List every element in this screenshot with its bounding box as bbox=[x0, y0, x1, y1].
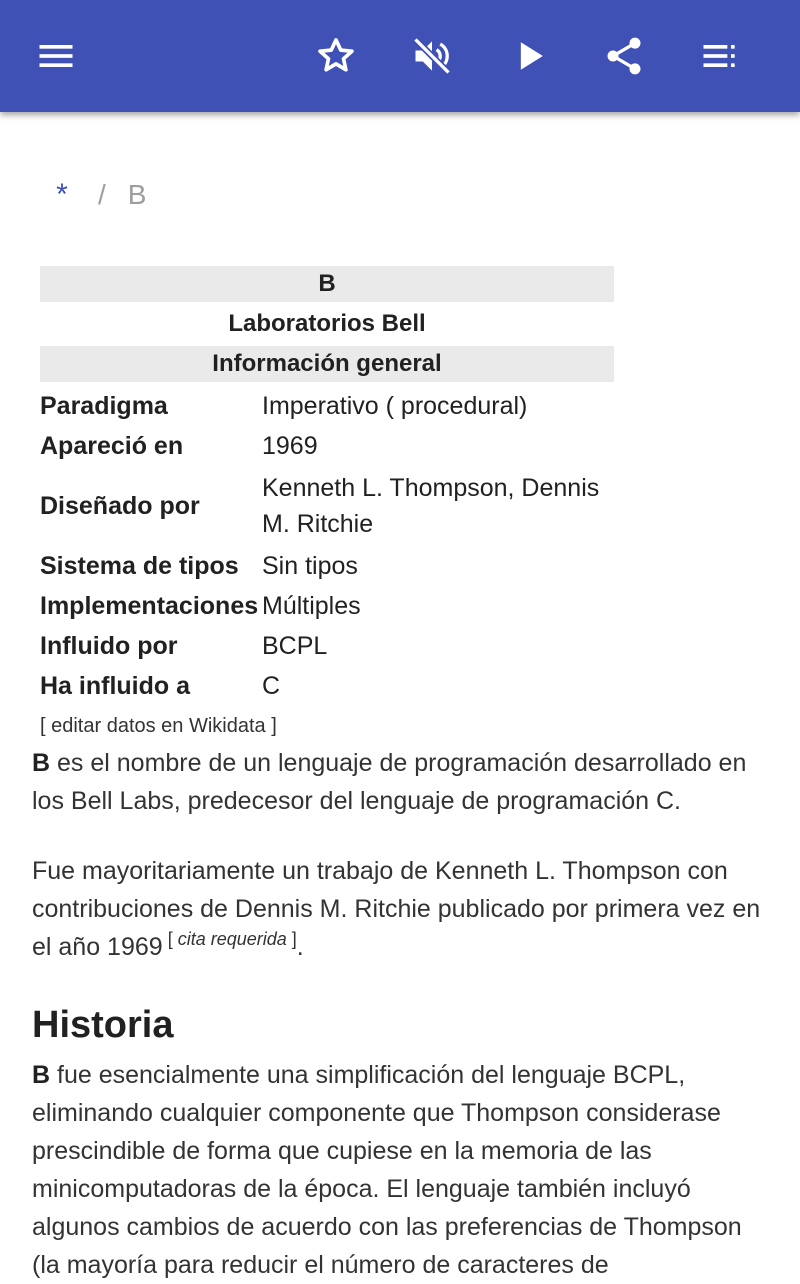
paragraph-text: fue esencialmente una simplificación del lenguaje BCPL, eliminando cualquier componente que Thompson considerase prescindible de forma que cupiese en la memoria de las minicomputadoras de la época. El lenguaje también incluyó algunos cambios de acuerdo con las preferencias de Thompson (la mayoría para reducir el número de caracteres de bbox=[32, 1061, 742, 1279]
citation-needed-link[interactable]: cita requerida bbox=[177, 929, 287, 949]
infobox-value: Sin tipos bbox=[262, 552, 358, 580]
menu-button[interactable] bbox=[28, 28, 84, 84]
infobox-value: Múltiples bbox=[262, 592, 361, 620]
infobox-key: Paradigma bbox=[40, 391, 168, 420]
infobox-key: Ha influido a bbox=[40, 671, 190, 700]
infobox-developer: Laboratorios Bell bbox=[228, 310, 426, 337]
infobox-value: C bbox=[262, 672, 281, 700]
breadcrumb-current: B bbox=[127, 179, 147, 210]
infobox-value: Kenneth L. Thompson, Dennis M. Ritchie bbox=[262, 474, 600, 538]
citation-bracket-open: [ bbox=[162, 929, 178, 949]
breadcrumb-root-link[interactable]: * bbox=[56, 178, 68, 211]
share-icon bbox=[602, 34, 646, 78]
paragraph-text: es el nombre de un lenguaje de programación desarrollado en los Bell Labs, predecesor del lenguaje de programación C. bbox=[32, 749, 747, 815]
favorite-button[interactable] bbox=[308, 28, 364, 84]
breadcrumb-separator: / bbox=[98, 179, 106, 210]
share-button[interactable] bbox=[596, 28, 652, 84]
play-icon bbox=[508, 34, 552, 78]
infobox-value: BCPL bbox=[262, 632, 328, 660]
infobox bbox=[40, 266, 614, 744]
infobox-row bbox=[40, 626, 614, 666]
infobox-key: Sistema de tipos bbox=[40, 551, 239, 580]
breadcrumb bbox=[48, 178, 146, 212]
infobox-key: Diseñado por bbox=[40, 491, 200, 520]
paragraph-text: Fue mayoritariamente un trabajo de Kenneth L. Thompson con contribuciones de Dennis M. Ritchie publicado por primera vez en el año 1969 bbox=[32, 857, 761, 961]
article-paragraph-authors bbox=[32, 852, 772, 968]
infobox-row bbox=[40, 386, 614, 426]
infobox-key: Apareció en bbox=[40, 431, 184, 460]
infobox-row bbox=[40, 546, 614, 586]
article-paragraph-history bbox=[32, 1056, 772, 1284]
infobox-row bbox=[40, 426, 614, 466]
play-button[interactable] bbox=[502, 28, 558, 84]
infobox-row bbox=[40, 466, 614, 546]
infobox-section-header: Información general bbox=[40, 346, 614, 382]
infobox-row bbox=[40, 586, 614, 626]
infobox-row bbox=[40, 666, 614, 706]
infobox-key: Implementaciones bbox=[40, 591, 259, 620]
section-heading-historia: Historia bbox=[32, 1004, 174, 1046]
contents-button[interactable] bbox=[692, 28, 748, 84]
infobox-title: B bbox=[40, 266, 614, 302]
mute-button[interactable] bbox=[404, 28, 460, 84]
list-icon bbox=[698, 34, 742, 78]
term-bold: B bbox=[32, 749, 51, 777]
volume-off-icon bbox=[410, 34, 454, 78]
article-paragraph-intro bbox=[32, 744, 772, 820]
infobox-key: Influido por bbox=[40, 631, 178, 660]
paragraph-end: . bbox=[296, 933, 304, 961]
app-toolbar bbox=[0, 0, 800, 112]
infobox-value: Imperativo ( procedural) bbox=[262, 392, 528, 420]
star-outline-icon bbox=[314, 34, 358, 78]
menu-icon bbox=[34, 34, 78, 78]
term-bold: B bbox=[32, 1061, 51, 1089]
edit-wikidata-link[interactable]: [ editar datos en Wikidata ] bbox=[40, 715, 277, 737]
infobox-value: 1969 bbox=[262, 432, 318, 460]
citation-bracket-close: ] bbox=[286, 929, 297, 949]
